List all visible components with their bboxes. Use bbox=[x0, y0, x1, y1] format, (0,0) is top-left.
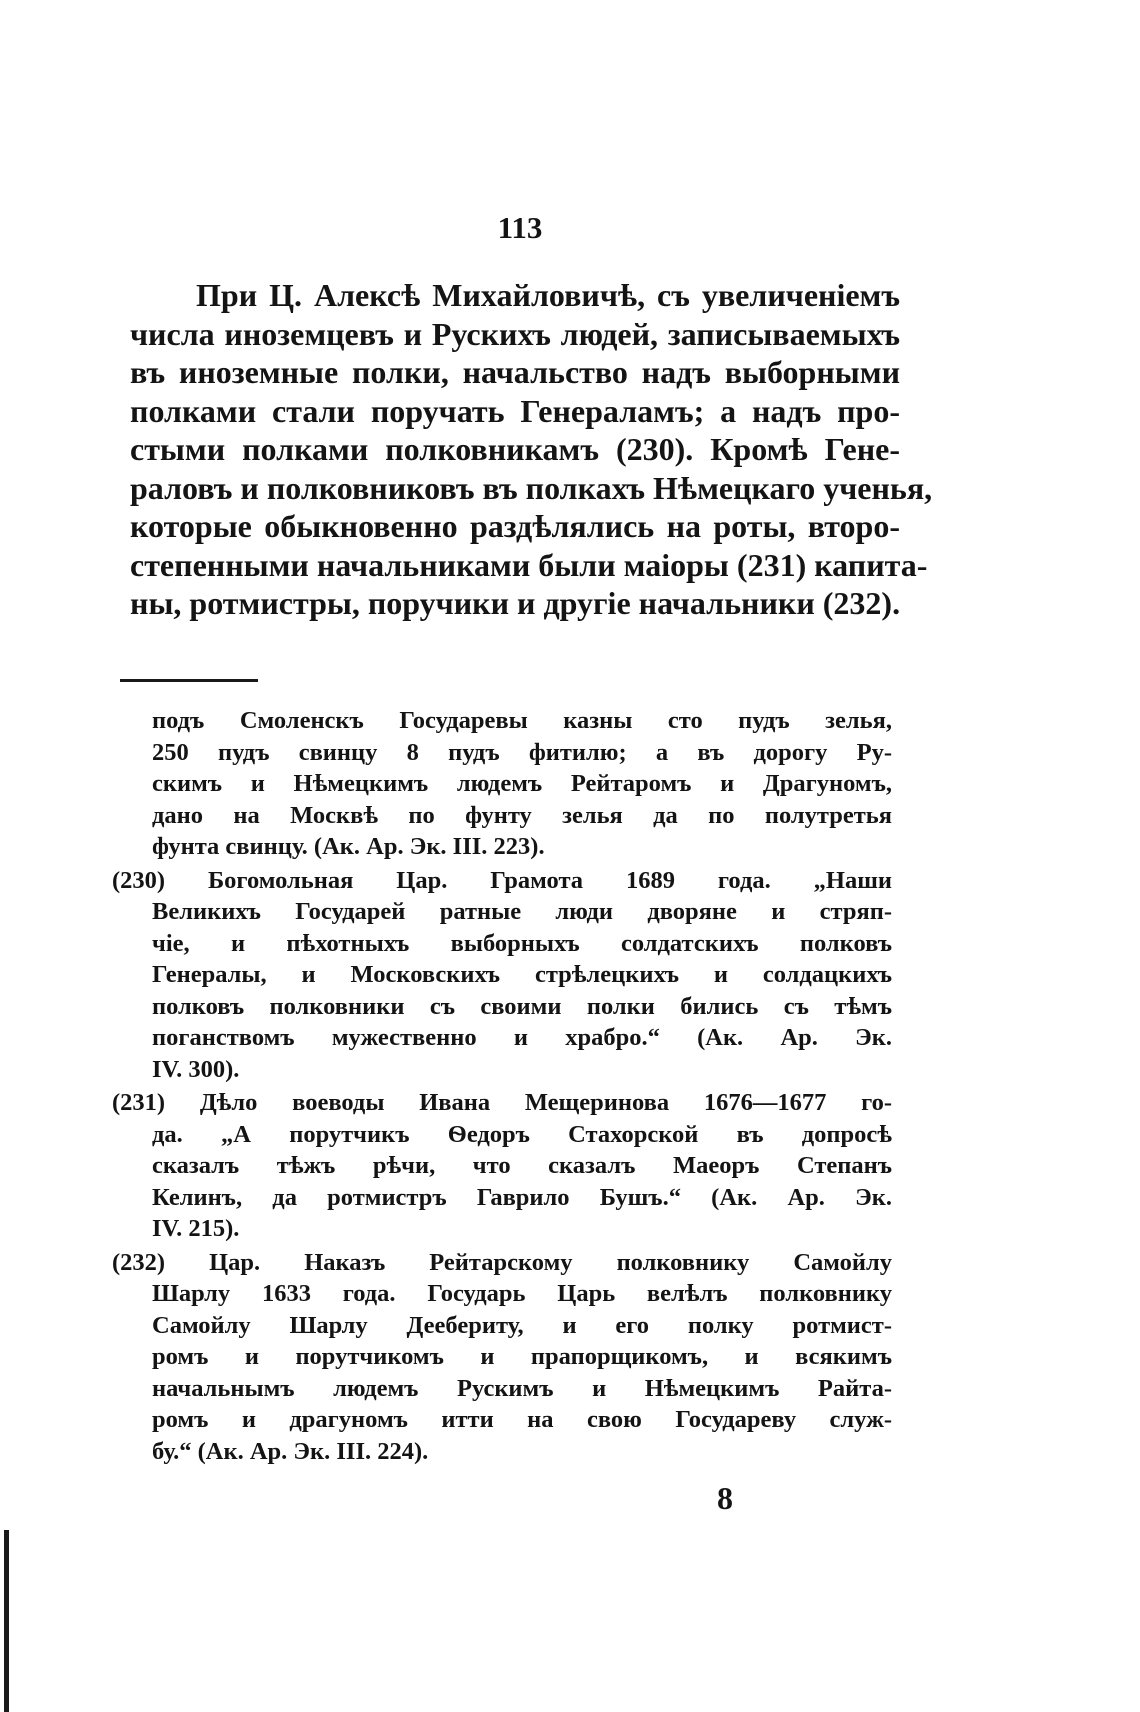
footnotes bbox=[112, 705, 892, 1469]
footnote-line: Великихъ Государей ратные люди дворяне и стряп- bbox=[152, 898, 892, 925]
footnote-line: да. „А порутчикъ Ѳедоръ Стахорской въ допросѣ bbox=[152, 1120, 892, 1148]
footnote-231 bbox=[112, 1087, 892, 1245]
footnote-line: Шарлу 1633 года. Государь Царь велѣлъ полковнику bbox=[152, 1280, 892, 1307]
footnote-230 bbox=[112, 865, 892, 1086]
main-line: раловъ и полковниковъ въ полкахъ Нѣмецкаго ученья, bbox=[130, 469, 933, 506]
footnote-line: фунта свинцу. (Ак. Ар. Эк. III. 223). bbox=[152, 833, 545, 860]
footnote-line: дано на Москвѣ по фунту зелья да по полутретья bbox=[152, 801, 892, 829]
footnote-line: ромъ и порутчикомъ и прапорщикомъ, и всякимъ bbox=[152, 1343, 892, 1370]
footnote-line: Генералы, и Московскихъ стрѣлецкихъ и солдацкихъ bbox=[152, 961, 892, 988]
footnote-line: чiе, и пѣхотныхъ выборныхъ солдатскихъ полковъ bbox=[152, 929, 892, 957]
footnote-line: 250 пудъ свинцу 8 пудъ фитилю; а въ дорогу Ру- bbox=[152, 738, 892, 766]
main-line: стыми полками полковникамъ (230). Кромѣ Гене- bbox=[130, 431, 900, 467]
main-line: При Ц. Алексѣ Михайловичѣ, съ увеличенiемъ bbox=[196, 277, 900, 313]
footnote-line: бу.“ (Ак. Ар. Эк. III. 224). bbox=[152, 1437, 429, 1465]
footnote-line: IV. 215). bbox=[152, 1215, 240, 1242]
main-line: степенными начальниками были маiоры (231) капита- bbox=[130, 546, 928, 583]
footnote-line: Самойлу Шарлу Деебериту, и его полку ротмист- bbox=[152, 1311, 892, 1339]
main-line: ны, ротмистры, поручики и другiе начальники (232). bbox=[130, 585, 901, 621]
footnote-line: скимъ и Нѣмецкимъ людемъ Рейтаромъ и Драгуномъ, bbox=[152, 770, 892, 797]
footnote-continuation bbox=[112, 705, 892, 863]
main-line: числа иноземцевъ и Рускихъ людей, записываемыхъ bbox=[130, 315, 900, 352]
footnote-line: полковъ полковники съ своими полки бились съ тѣмъ bbox=[152, 992, 892, 1020]
footnote-line: сказалъ тѣжъ рѣчи, что сказалъ Маеоръ Степанъ bbox=[152, 1152, 892, 1179]
footnote-line: поганствомъ мужественно и храбро.“ (Ак. Ар. Эк. bbox=[152, 1024, 892, 1051]
main-line: въ иноземные полки, начальство надъ выборными bbox=[130, 354, 900, 390]
printer-signature-mark: 8 bbox=[717, 1480, 733, 1516]
footnote-separator bbox=[120, 679, 258, 682]
footnote-line: Келинъ, да ротмистръ Гаврило Бушъ.“ (Ак. Ар. Эк. bbox=[152, 1183, 892, 1211]
page-edge-shadow bbox=[4, 1530, 9, 1712]
page-number: 113 bbox=[497, 210, 543, 245]
footnote-232 bbox=[112, 1247, 892, 1468]
main-line: полками стали поручать Генераламъ; а надъ про- bbox=[130, 392, 900, 429]
footnote-line: (232) Цар. Наказъ Рейтарскому полковнику Самойлу bbox=[112, 1248, 892, 1276]
main-line: которые обыкновенно раздѣлялись на роты, второ- bbox=[130, 508, 900, 544]
footnote-line: (231) Дѣло воеводы Ивана Мещеринова 1676—1677 го- bbox=[112, 1089, 892, 1116]
footnote-line: начальнымъ людемъ Рускимъ и Нѣмецкимъ Райта- bbox=[152, 1374, 892, 1402]
footnote-line: ромъ и драгуномъ итти на свою Государеву служ- bbox=[152, 1406, 892, 1433]
footnote-line: (230) Богомольная Цар. Грамота 1689 года. „Наши bbox=[112, 866, 892, 894]
main-paragraph bbox=[130, 276, 933, 623]
footnote-line: подъ Смоленскъ Государевы казны сто пудъ зелья, bbox=[152, 707, 892, 734]
footnote-line: IV. 300). bbox=[152, 1055, 240, 1083]
